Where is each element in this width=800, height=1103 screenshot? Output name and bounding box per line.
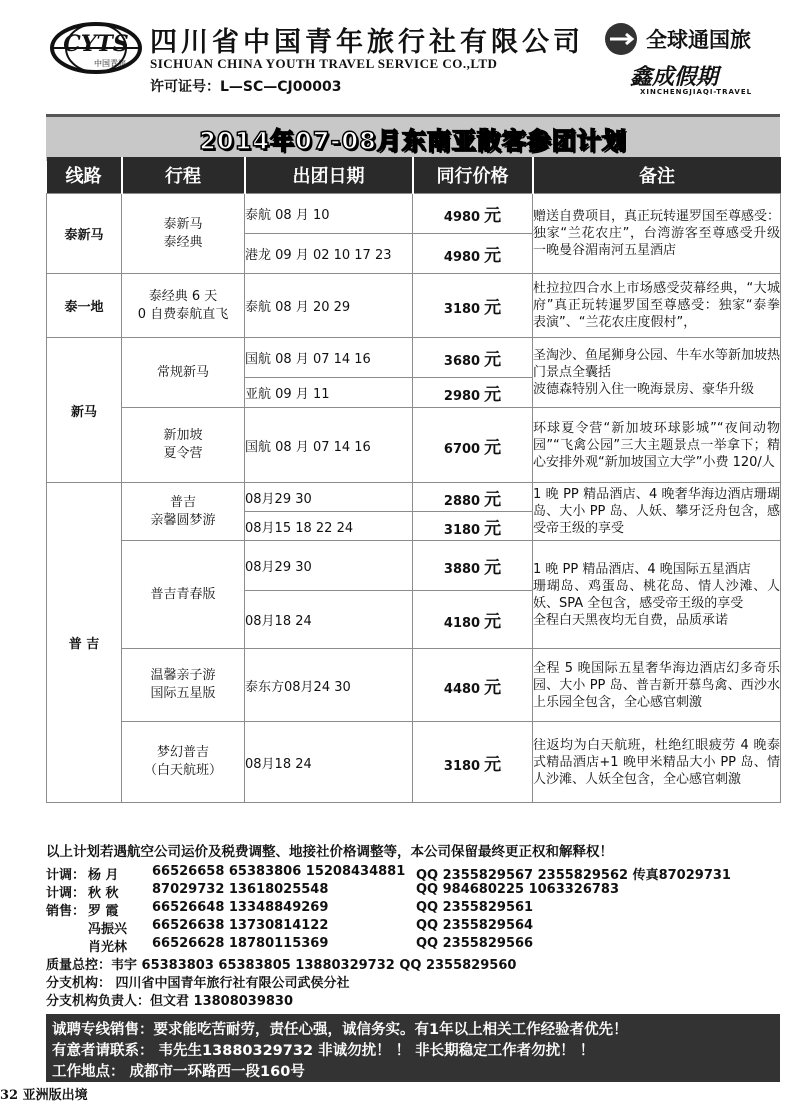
price-cell — [413, 274, 533, 338]
departure-date: 亚航 09 月 11 — [245, 378, 413, 408]
route-cell: 泰新马 — [47, 194, 122, 274]
note-cell: 往返均为白天航班，杜绝红眼疲劳 4 晚泰式精品酒店+1 晚甲米精品大小 PP 岛、情人沙滩、人妖全包含，全心感官刺激 — [533, 722, 781, 803]
price-value: 2880 — [443, 493, 481, 509]
page-header — [0, 0, 800, 100]
branch-head: 分支机构负责人：但文君 13808039830 — [46, 994, 294, 1009]
price-value: 4180 — [443, 616, 481, 631]
price-cell — [413, 649, 533, 722]
departure-date: 泰航 08 月 10 — [245, 194, 413, 234]
departure-date: 国航 08 月 07 14 16 — [245, 408, 413, 483]
departure-date: 08月18 24 — [245, 722, 413, 803]
price-value: 3180 — [443, 522, 481, 538]
trip-name: 温馨亲子游 — [150, 668, 216, 683]
table-row — [47, 649, 781, 722]
contact-role: 销售： — [46, 904, 86, 919]
contact-line — [46, 900, 786, 918]
contact-qq: QQ 2355829566 — [416, 936, 534, 951]
table-row — [47, 408, 781, 483]
price-value: 6700 — [443, 441, 481, 457]
recruit-location: 工作地点： 成都市一环路西一段160号 — [52, 1064, 305, 1080]
price-unit: 元 — [484, 298, 502, 318]
price-cell — [413, 408, 533, 483]
trip-cell — [122, 194, 245, 274]
price-unit: 元 — [484, 206, 502, 226]
price-unit: 元 — [484, 677, 502, 698]
note-cell: 圣淘沙、鱼尾狮身公园、牛车水等新加坡热门景点全囊括 波德森特别入住一晚海景房、豪华升级 — [533, 338, 781, 408]
price-unit: 元 — [484, 246, 502, 266]
disclaimer: 以上计划若遇航空公司运价及税费调整、地接社价格调整等，本公司保留最终更正权和解释权！ — [46, 844, 613, 860]
contact-phones: 66526648 13348849269 — [152, 900, 329, 915]
note-cell: 杜拉拉四合水上市场感受荧幕经典，“大城府”真正玩转暹罗国至尊感受：独家“泰拳表演”、“兰花农庄度假村”， — [533, 274, 781, 338]
price-value: 3880 — [443, 562, 481, 577]
trip-cell — [122, 541, 245, 649]
trip-name: 新加坡 — [163, 428, 203, 443]
contact-name: 肖光林 — [88, 940, 128, 955]
header-date: 出团日期 — [245, 157, 413, 194]
departure-date: 08月29 30 — [245, 483, 413, 512]
table-row — [47, 483, 781, 512]
svg-text:中国青旅: 中国青旅 — [94, 59, 126, 68]
price-cell — [413, 591, 533, 649]
table-row — [47, 194, 781, 234]
route-cell: 泰一地 — [47, 274, 122, 338]
trip-cell — [122, 274, 245, 338]
trip-name: 泰经典 — [163, 234, 203, 250]
license-number: 许可证号：L—SC—CJ00003 — [150, 79, 342, 95]
price-value: 4480 — [443, 681, 481, 697]
header-note: 备注 — [533, 157, 781, 194]
contact-phones: 87029732 13618025548 — [152, 882, 329, 897]
price-unit: 元 — [484, 518, 502, 539]
price-unit: 元 — [484, 489, 502, 510]
price-cell — [413, 512, 533, 541]
departure-date: 国航 08 月 07 14 16 — [245, 338, 413, 378]
price-value: 2980 — [443, 389, 481, 404]
price-cell — [413, 194, 533, 234]
contact-qq: QQ 2355829564 — [416, 918, 534, 933]
global-travel-logo-icon — [604, 22, 638, 56]
header-price: 同行价格 — [413, 157, 533, 194]
trip-cell — [122, 649, 245, 722]
recruitment-banner — [46, 1014, 780, 1082]
contact-role: 计调： — [46, 868, 86, 883]
contact-qq: QQ 2355829567 2355829562 传真87029731 — [416, 868, 731, 883]
price-unit: 元 — [484, 558, 502, 578]
price-unit: 元 — [484, 350, 502, 370]
note-cell: 1 晚 PP 精品酒店、4 晚国际五星酒店 珊瑚岛、鸡蛋岛、桃花岛、情人沙滩、人妖、SPA 全包含，感受帝王级的享受 全程白天黑夜均无自费，品质承诺 — [533, 541, 781, 649]
trip-name: 梦幻普吉 — [156, 745, 209, 760]
contact-qq: QQ 984680225 1063326783 — [416, 882, 620, 897]
trip-cell — [122, 408, 245, 483]
cyts-logo-icon — [48, 20, 144, 76]
header-route: 线路 — [47, 157, 122, 194]
price-cell — [413, 234, 533, 274]
contact-info — [46, 840, 786, 1008]
price-unit: 元 — [484, 437, 502, 458]
contact-line — [46, 864, 786, 882]
route-cell: 新马 — [47, 338, 122, 483]
contact-phones: 66526628 18780115369 — [152, 936, 329, 951]
departure-date: 泰东方08月24 30 — [245, 649, 413, 722]
note-cell: 全程 5 晚国际五星奢华海边酒店幻多奇乐园、大小 PP 岛、普吉新开慕鸟禽、西沙水上乐园全包含，全心感官刺激 — [533, 649, 781, 722]
trip-name: 夏令营 — [163, 446, 203, 461]
recruit-line: 诚聘专线销售：要求能吃苦耐劳，责任心强，诚信务实。有1年以上相关工作经验者优先！ — [52, 1022, 628, 1038]
price-unit: 元 — [484, 385, 502, 405]
company-name-en: SICHUAN CHINA YOUTH TRAVEL SERVICE CO.,LTD — [150, 56, 498, 71]
recruit-contact: 有意者请联系： 韦先生13880329732 非诚勿扰！ ！ 非长期稳定工作者勿扰！ ！ — [52, 1043, 595, 1059]
price-unit: 元 — [484, 612, 502, 632]
trip-name: 普吉青春版 — [150, 586, 216, 602]
price-value: 3180 — [443, 758, 481, 774]
price-cell — [413, 338, 533, 378]
table-row — [47, 274, 781, 338]
trip-name: 国际五星版 — [150, 686, 216, 701]
contact-name: 冯振兴 — [88, 922, 128, 937]
price-cell — [413, 483, 533, 512]
contact-line — [46, 936, 786, 954]
departure-date: 泰航 08 月 20 29 — [245, 274, 413, 338]
note-cell: 1 晚 PP 精品酒店、4 晚奢华海边酒店珊瑚岛、大小 PP 岛、人妖、攀牙泛舟包含，感受帝王级的享受 — [533, 483, 781, 541]
global-brand-name: 全球通国旅 — [646, 28, 751, 52]
contact-name: 罗 霞 — [88, 904, 119, 919]
title-bar — [46, 114, 780, 161]
departure-date: 08月18 24 — [245, 591, 413, 649]
page-footer: 32 亚洲版出境 — [0, 1088, 88, 1103]
trip-cell — [122, 483, 245, 541]
table-header-row — [47, 157, 781, 194]
contact-phones: 66526638 13730814122 — [152, 918, 329, 933]
route-cell: 普 吉 — [47, 483, 122, 803]
trip-name: 泰经典 6 天 — [148, 288, 218, 304]
note-cell: 环球夏令营“新加坡环球影城”“夜间动物园”“飞禽公园”三大主题景点一举拿下；精心安排外观“新加坡国立大学”小费 120/人 — [533, 408, 781, 483]
contact-phones: 66526658 65383806 15208434881 — [152, 864, 406, 879]
contact-line — [46, 918, 786, 936]
xincheng-brand: 鑫成假期 — [630, 64, 719, 90]
departure-date: 08月15 18 22 24 — [245, 512, 413, 541]
table-row — [47, 338, 781, 378]
trip-name: 0 自费泰航直飞 — [137, 306, 229, 322]
price-cell — [413, 541, 533, 591]
trip-name: 常规新马 — [156, 364, 209, 380]
svg-text:CYTS: CYTS — [63, 31, 129, 57]
branch-office: 分支机构： 四川省中国青年旅行社有限公司武侯分社 — [46, 976, 350, 991]
xincheng-brand-en: XINCHENGJIAQI-TRAVEL — [640, 88, 753, 96]
trip-name: 亲馨圆梦游 — [150, 512, 216, 528]
departure-date: 港龙 09 月 02 10 17 23 — [245, 234, 413, 274]
note-cell: 赠送自费项目，真正玩转暹罗国至尊感受：独家“兰花农庄”，台湾游客至尊感受升级一晚曼谷湄南河五星酒店 — [533, 194, 781, 274]
page-title: 2014年07-08月东南亚散客参团计划 — [199, 127, 627, 155]
price-value: 4980 — [443, 250, 481, 265]
quality-control: 质量总控：韦宇 65383803 65383805 13880329732 QQ 2355829560 — [46, 958, 517, 973]
contact-qq: QQ 2355829561 — [416, 900, 534, 915]
departure-date: 08月29 30 — [245, 541, 413, 591]
trip-name: （白天航班） — [143, 763, 222, 778]
contact-role: 计调： — [46, 886, 86, 901]
company-name-cn: 四川省中国青年旅行社有限公司 — [150, 27, 584, 58]
price-value: 4980 — [443, 210, 481, 225]
price-value: 3180 — [443, 302, 481, 317]
price-cell — [413, 378, 533, 408]
trip-cell — [122, 722, 245, 803]
contact-name: 秋 秋 — [88, 886, 119, 901]
price-unit: 元 — [484, 754, 502, 775]
trip-cell — [122, 338, 245, 408]
trip-name: 泰新马 — [163, 216, 203, 232]
table-row — [47, 541, 781, 591]
tour-plan-table — [46, 157, 781, 803]
contact-name: 杨 月 — [88, 868, 119, 883]
price-cell — [413, 722, 533, 803]
header-trip: 行程 — [122, 157, 245, 194]
contact-line — [46, 882, 786, 900]
price-value: 3680 — [443, 354, 481, 369]
trip-name: 普吉 — [169, 494, 196, 510]
table-row — [47, 722, 781, 803]
